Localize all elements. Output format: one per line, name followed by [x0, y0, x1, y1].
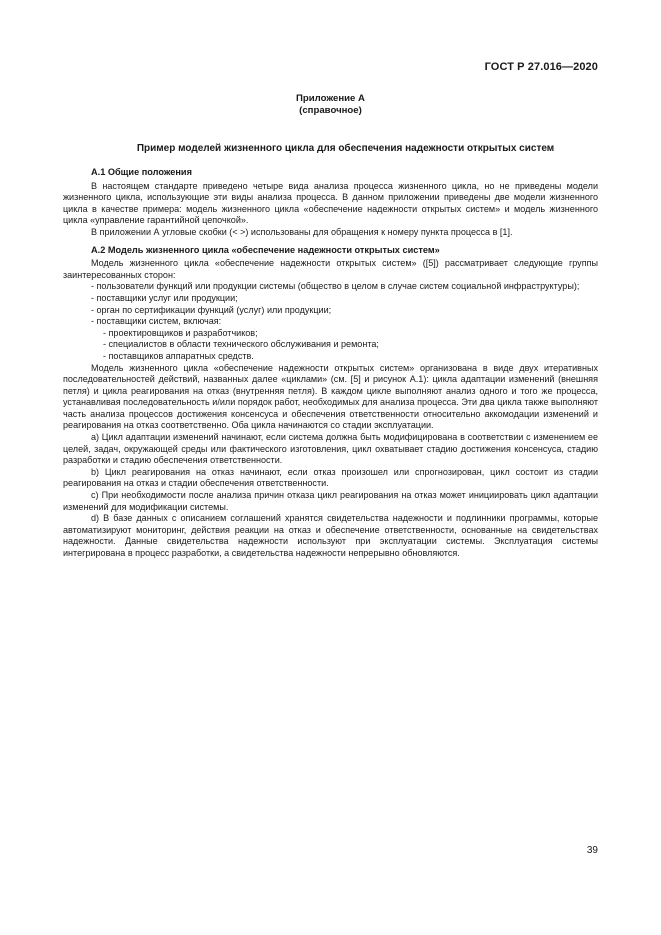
document-body — [63, 167, 598, 560]
list-item: - поставщики систем, включая: — [91, 316, 222, 327]
paragraph: В приложении А угловые скобки (< >) использованы для обращения к номеру пункта процесса в [1]. — [91, 226, 513, 237]
appendix-heading — [0, 93, 661, 117]
sub-list-item: - проектировщиков и разработчиков; — [103, 327, 258, 338]
paragraph: d) В базе данных с описанием соглашений хранятся свидетельства надежности и подлинники программы, которые автоматизируют мониторинг, действия реакции на отказ и обеспечение ответственности, основанные на свидетельствах надежности. Данные свидетельства надежности используют при эксплуатации системы. Эксплуатация системы интегрирована в процесс разработки, а свидетельства надежности непрерывно обновляются. — [63, 513, 598, 558]
list-item: - орган по сертификации функций (услуг) или продукции; — [91, 304, 332, 315]
standard-code: ГОСТ Р 27.016—2020 — [484, 61, 598, 73]
sub-list-item: - поставщиков аппаратных средств. — [103, 350, 254, 361]
paragraph: В настоящем стандарте приведено четыре вида анализа процесса жизненного цикла, но не приведены модели жизненного цикла, использующие эти виды анализа процесса. В данном приложении приведены две модели жизненного цикла в качестве примера: модель жизненного цикла «обеспечение надежности открытых систем» и модель жизненного цикла «управление гарантийной цепочкой». — [63, 180, 598, 226]
paragraph: Модель жизненного цикла «обеспечение надежности открытых систем» организована в виде двух итеративных последовательностей действий, названных далее «циклами» (см. [5] и рисунок А.1): цикла адаптации изменений (внешняя петля) и цикла реагирования на отказ (внутренняя петля). В каждом цикле выполняют анализ одного и того же процесса, устанавливая последовательность и/или порядок работ, необходимых для анализа процесса. Эти два цикла также выполняют часть анализа процессов достижения консенсуса и обеспечения ответственности относительно аккомодации изменений и реагирования на отказ соответственно. Оба цикла начинаются со стадии эксплуатации. — [63, 362, 598, 431]
paragraph: c) При необходимости после анализа причин отказа цикл реагирования на отказ может инициировать цикл адаптации изменений для модификации системы. — [63, 490, 598, 512]
section-heading-a1: А.1 Общие положения — [91, 167, 192, 177]
appendix-subtitle: (справочное) — [299, 105, 362, 116]
page-number: 39 — [586, 845, 598, 856]
list-item: - поставщики услуг или продукции; — [91, 292, 238, 303]
appendix-title: Приложение А — [296, 93, 365, 104]
section-heading-a2: А.2 Модель жизненного цикла «обеспечение надежности открытых систем» — [91, 244, 440, 255]
paragraph: b) Цикл реагирования на отказ начинают, если отказ произошел или спрогнозирован, цикл состоит из стадии реагирования на отказ и стадии обеспечения ответственности. — [63, 466, 598, 489]
document-title: Пример моделей жизненного цикла для обеспечения надежности открытых систем — [136, 143, 555, 154]
list-item: - пользователи функций или продукции системы (общество в целом в случае систем социальной инфраструктуры); — [91, 281, 580, 292]
sub-list-item: - специалистов в области технического обслуживания и ремонта; — [103, 339, 379, 350]
paragraph: Модель жизненного цикла «обеспечение надежности открытых систем» ([5]) рассматривает следующие группы заинтересованных сторон: — [63, 258, 598, 280]
paragraph: а) Цикл адаптации изменений начинают, если система должна быть модифицирована в соответствии с изменением ее целей, задач, окружающей среды или фактического изготовления, цикл охватывает стадию достижения консенсуса, стадию разработки и стадию обеспечения ответственности. — [63, 432, 598, 466]
